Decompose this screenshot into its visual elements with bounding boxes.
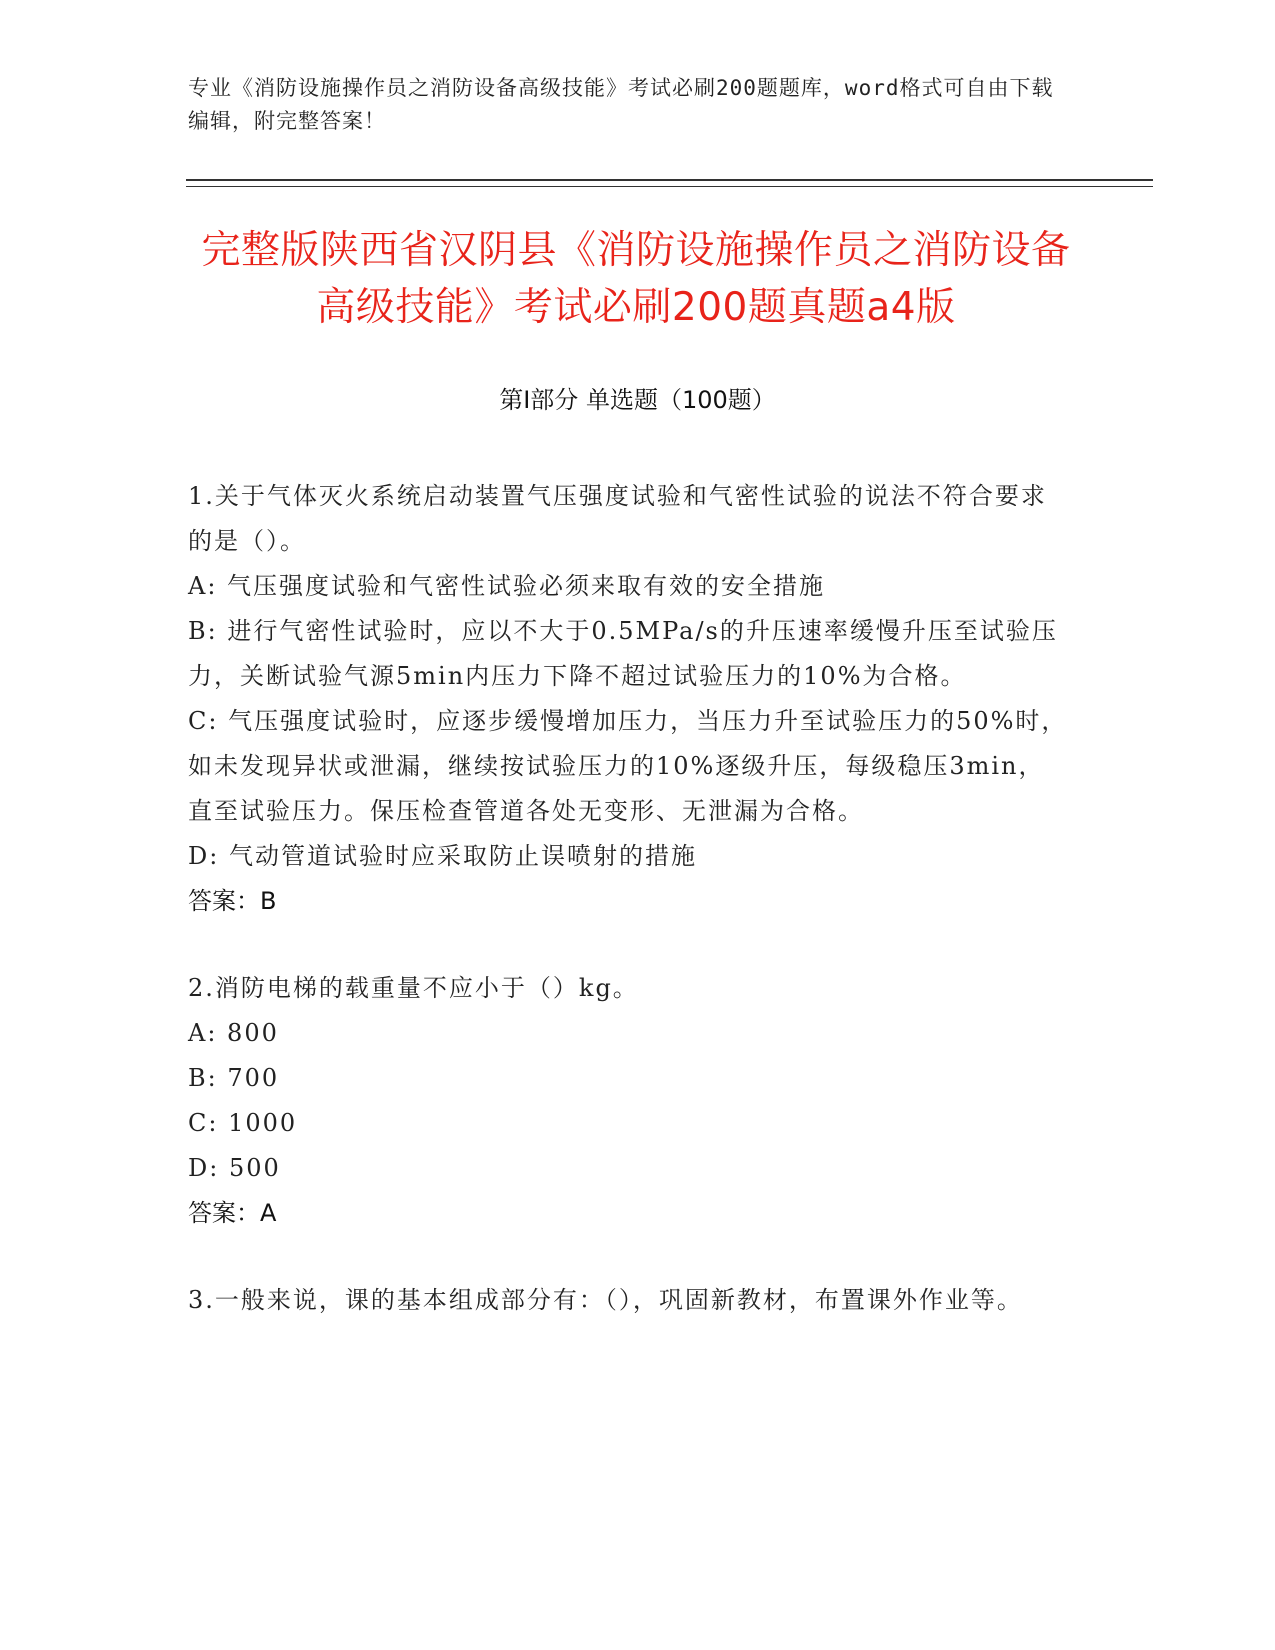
answer-label: 答案：A (188, 1199, 277, 1227)
question-text: 1.关于气体灭火系统启动装置气压强度试验和气密性试验的说法不符合要求的是（）。 (188, 482, 1047, 555)
option-c: C: 1000 (188, 1109, 298, 1137)
header-rule-thin (186, 186, 1153, 187)
option-d: D: 气动管道试验时应采取防止误喷射的措施 (188, 842, 697, 870)
option-d: D: 500 (188, 1154, 281, 1182)
header-rule-thick (186, 179, 1153, 181)
answer-label: 答案：B (188, 887, 277, 915)
option-c: C: 气压强度试验时，应逐步缓慢增加压力，当压力升至试验压力的50%时，如未发现异状或泄漏，继续按试验压力的10%逐级升压，每级稳压3min，直至试验压力。保压检查管道各处无变形、无泄漏为合格。 (188, 707, 1068, 825)
option-b: B: 700 (188, 1064, 280, 1092)
option-a: A: 800 (188, 1019, 279, 1047)
question-1 (188, 474, 1068, 924)
question-text: 3.一般来说，课的基本组成部分有：（），巩固新教材，布置课外作业等。 (188, 1286, 1023, 1314)
option-a: A: 气压强度试验和气密性试验必须来取有效的安全措施 (188, 572, 826, 600)
section-heading: 第Ⅰ部分 单选题（100题） (499, 386, 776, 414)
question-3 (188, 1278, 1068, 1323)
header-note: 专业《消防设施操作员之消防设备高级技能》考试必刷200题题库，word格式可自由下载编辑，附完整答案！ (188, 76, 1054, 133)
option-b: B: 进行气密性试验时，应以不大于0.5MPa/s的升压速率缓慢升压至试验压力，关断试验气源5min内压力下降不超过试验压力的10%为合格。 (188, 617, 1058, 690)
question-list (188, 474, 1068, 1365)
question-text: 2.消防电梯的载重量不应小于（）kg。 (188, 974, 639, 1002)
question-2 (188, 966, 1068, 1236)
document-title: 完整版陕西省汉阴县《消防设施操作员之消防设备高级技能》考试必刷200题真题a4版 (201, 228, 1071, 330)
